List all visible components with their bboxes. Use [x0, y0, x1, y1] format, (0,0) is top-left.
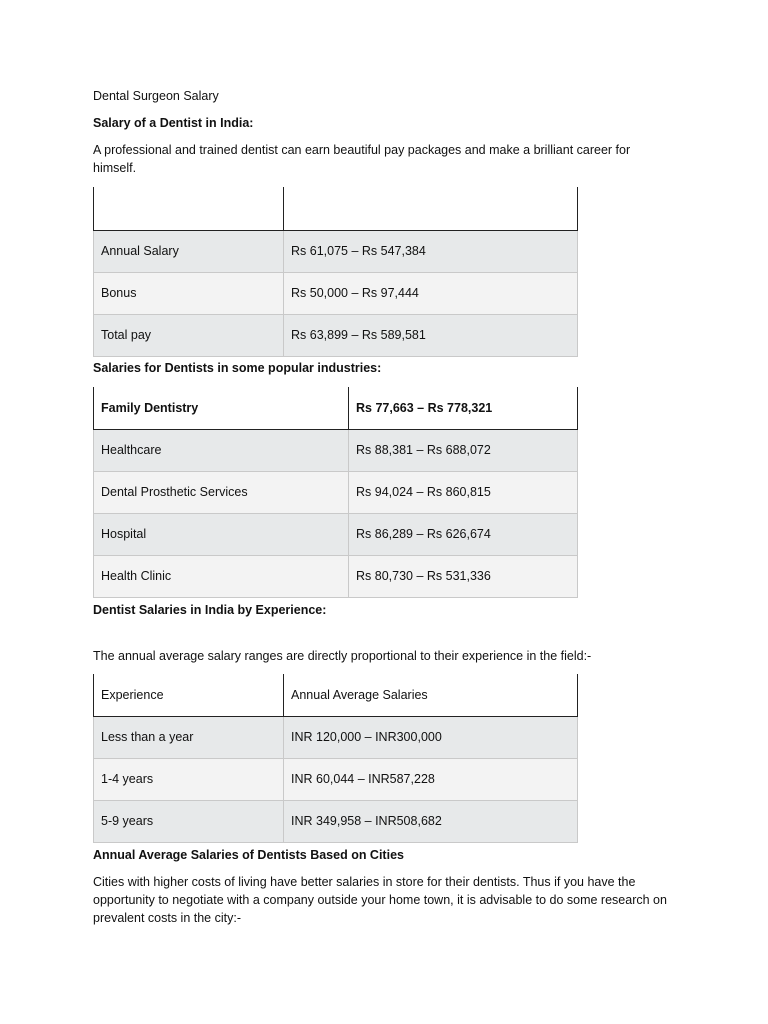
table-cell-label: Healthcare	[94, 429, 349, 471]
salary-table	[93, 187, 578, 357]
table-cell-label: Less than a year	[94, 716, 284, 758]
table-row	[94, 230, 578, 272]
table-cell-label: Annual Salary	[94, 230, 284, 272]
table-cell-label: Total pay	[94, 314, 284, 356]
table-header-cell	[284, 187, 578, 230]
table-header-cell: Experience	[94, 674, 284, 716]
table-row	[94, 471, 578, 513]
table-cell-value: Rs 80,730 – Rs 531,336	[349, 555, 578, 597]
table-cell-value: Rs 86,289 – Rs 626,674	[349, 513, 578, 555]
table-cell-label: Dental Prosthetic Services	[94, 471, 349, 513]
heading-salary-india: Salary of a Dentist in India:	[93, 116, 254, 130]
table-cell-label: 1-4 years	[94, 758, 284, 800]
heading-experience: Dentist Salaries in India by Experience:	[93, 603, 327, 617]
table-row	[94, 513, 578, 555]
table-cell-value: INR 349,958 – INR508,682	[284, 800, 578, 842]
table-row	[94, 272, 578, 314]
table-cell-label: Hospital	[94, 513, 349, 555]
document-title: Dental Surgeon Salary	[93, 89, 219, 103]
table-header-row	[94, 187, 578, 230]
heading-industries: Salaries for Dentists in some popular industries:	[93, 361, 382, 375]
table-row	[94, 429, 578, 471]
table-row	[94, 716, 578, 758]
heading-cities: Annual Average Salaries of Dentists Based on Cities	[93, 848, 404, 862]
table-header-cell: Family Dentistry	[94, 387, 349, 429]
table-row	[94, 555, 578, 597]
table-header-cell: Rs 77,663 – Rs 778,321	[349, 387, 578, 429]
table-cell-label: Health Clinic	[94, 555, 349, 597]
table-cell-value: Rs 61,075 – Rs 547,384	[284, 230, 578, 272]
table-cell-label: 5-9 years	[94, 800, 284, 842]
table-row	[94, 758, 578, 800]
table-header-cell: Annual Average Salaries	[284, 674, 578, 716]
table-cell-value: Rs 94,024 – Rs 860,815	[349, 471, 578, 513]
table-cell-value: INR 120,000 – INR300,000	[284, 716, 578, 758]
table-row	[94, 314, 578, 356]
intro-paragraph: A professional and trained dentist can earn beautiful pay packages and make a brilliant career for himself.	[93, 143, 631, 175]
table-cell-value: Rs 50,000 – Rs 97,444	[284, 272, 578, 314]
table-cell-label: Bonus	[94, 272, 284, 314]
experience-salary-table	[93, 674, 578, 843]
table-cell-value: Rs 88,381 – Rs 688,072	[349, 429, 578, 471]
table-header-row	[94, 387, 578, 429]
experience-intro: The annual average salary ranges are directly proportional to their experience in the field:-	[93, 649, 592, 663]
industry-salary-table	[93, 387, 578, 598]
table-header-cell	[94, 187, 284, 230]
cities-intro: Cities with higher costs of living have better salaries in store for their dentists. Thus if you have the opportunity to negotiate with a company outside your home town, it is advisable to do some research on prevalent costs in the city:-	[93, 875, 667, 925]
table-cell-value: INR 60,044 – INR587,228	[284, 758, 578, 800]
table-cell-value: Rs 63,899 – Rs 589,581	[284, 314, 578, 356]
table-header-row	[94, 674, 578, 716]
table-row	[94, 800, 578, 842]
